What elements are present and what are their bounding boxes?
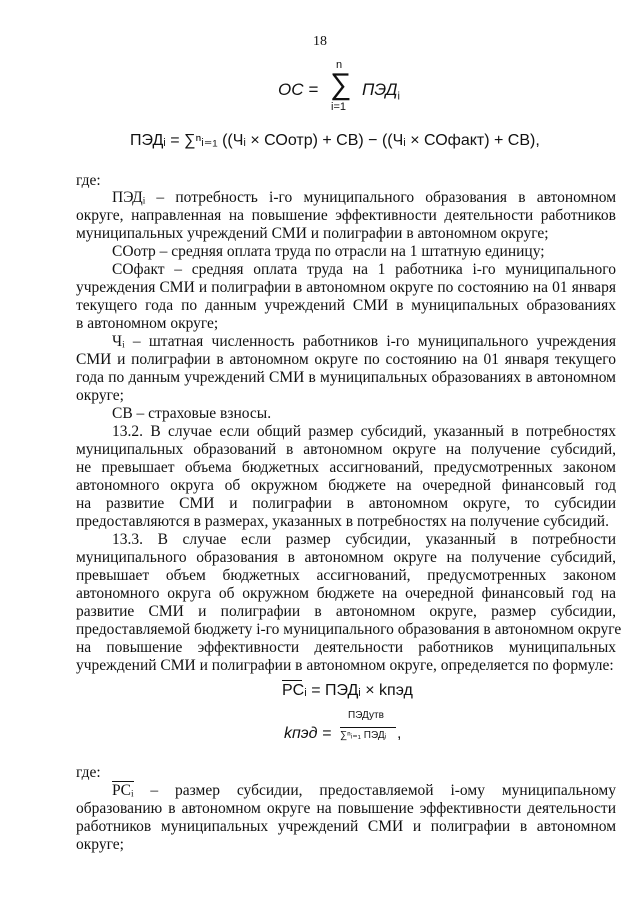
definition-line: учреждения СМИ и полиграфии в автономном округе по состоянию на 01 января bbox=[76, 279, 616, 296]
formula-oc-lower: i=1 bbox=[331, 101, 346, 113]
definition2-line: работников муниципальных учреждений СМИ и полиграфии в автономном bbox=[76, 818, 616, 835]
paragraph-line: предоставляются в размерах, указанных в потребностях на получение субсидий. bbox=[76, 513, 609, 530]
where-label: где: bbox=[76, 172, 101, 189]
where-label-2: где: bbox=[76, 764, 101, 781]
formula-k-denominator: ∑ⁿᵢ₌₁ ПЭДᵢ bbox=[340, 730, 387, 741]
paragraph-line: автономного округа об окружном бюджете на очередной финансовый год bbox=[76, 477, 616, 494]
paragraph-line: превышает объем бюджетных ассигнований, предусмотренных законом bbox=[76, 567, 616, 584]
definition-line: года по данным учреждений СМИ в муниципальных образованиях в автономном bbox=[76, 369, 616, 386]
definition-line: СОотр – средняя оплата труда по отрасли на 1 штатную единицу; bbox=[112, 243, 545, 260]
definition2-line: образованию в автономном округе на повышение эффективности деятельности bbox=[76, 800, 616, 817]
definition2-line: округе; bbox=[76, 836, 124, 853]
definition-line: текущего года по данным учреждений СМИ в муниципальных образованиях bbox=[76, 297, 616, 314]
definition-line: в автономном округе; bbox=[76, 315, 219, 332]
definition-line: СВ – страховые взносы. bbox=[112, 405, 272, 422]
definition-line: ПЭДᵢ – потребность i-го муниципального образования в автономном bbox=[112, 189, 616, 206]
paragraph-line: муниципальных образований в автономном округе на получение субсидий, bbox=[76, 441, 616, 458]
formula-k-numerator: ПЭДутв bbox=[348, 710, 384, 721]
paragraph-line: на повышение эффективности деятельности работников муниципальных bbox=[76, 639, 616, 656]
definition-line: СОфакт – средняя оплата труда на 1 работника i-го муниципального bbox=[112, 261, 616, 278]
paragraph-line: на развитие СМИ и полиграфии в автономном округе, то субсидии bbox=[76, 495, 616, 512]
formula-oc-term: $ПЭД_i$ bbox=[362, 80, 400, 103]
paragraph-line: не превышает объема бюджетных ассигнований, предусмотренных законом bbox=[76, 459, 616, 476]
paragraph-line: 13.2. В случае если общий размер субсидий, указанный в потребностях bbox=[112, 423, 616, 440]
formula-ped: ПЭДᵢ = ∑ⁿᵢ₌₁ ((Чᵢ × СОотр) + СВ) − ((Чᵢ × СОфакт) + СВ), bbox=[130, 132, 540, 149]
definition-line: округе; bbox=[76, 387, 124, 404]
paragraph-line: развитие СМИ и полиграфии в автономном округе, размер субсидии, bbox=[76, 603, 616, 620]
paragraph-line: учреждений СМИ и полиграфии в автономном округе, определяется по формуле: bbox=[76, 657, 614, 674]
page-number: 18 bbox=[313, 34, 327, 49]
definition-line: Чᵢ – штатная численность работников i-го муниципального учреждения bbox=[112, 333, 616, 350]
paragraph-line: муниципального образования в автономном округе на получение субсидий, bbox=[76, 549, 616, 566]
definition-line: муниципальных учреждений СМИ и полиграфии в автономном округе; bbox=[76, 225, 549, 242]
definition-line: округе, направленная на повышение эффективности деятельности работников bbox=[76, 207, 616, 224]
formula-rc: PCᵢ = ПЭДᵢ × kпэд bbox=[282, 682, 413, 699]
formula-oc-upper: n bbox=[336, 59, 343, 71]
paragraph-line: предоставляемой бюджету i-го муниципального образования в автономном округе bbox=[76, 621, 622, 638]
formula-k-tail: , bbox=[397, 725, 402, 742]
formula-oc-sigma: ∑ bbox=[330, 68, 352, 101]
definition2-line: PCᵢ – размер субсидии, предоставляемой i-ому муниципальному bbox=[112, 782, 616, 799]
paragraph-line: автономного округа об окружном бюджете на очередной финансовый год на bbox=[76, 585, 616, 602]
formula-k-lhs: kпэд = bbox=[284, 725, 332, 742]
paragraph-line: 13.3. В случае если размер субсидии, указанный в потребности bbox=[112, 531, 616, 548]
definition-line: СМИ и полиграфии в автономном округе по состоянию на 01 января текущего bbox=[76, 351, 616, 368]
formula-oc-lhs: ОС = bbox=[278, 80, 319, 99]
